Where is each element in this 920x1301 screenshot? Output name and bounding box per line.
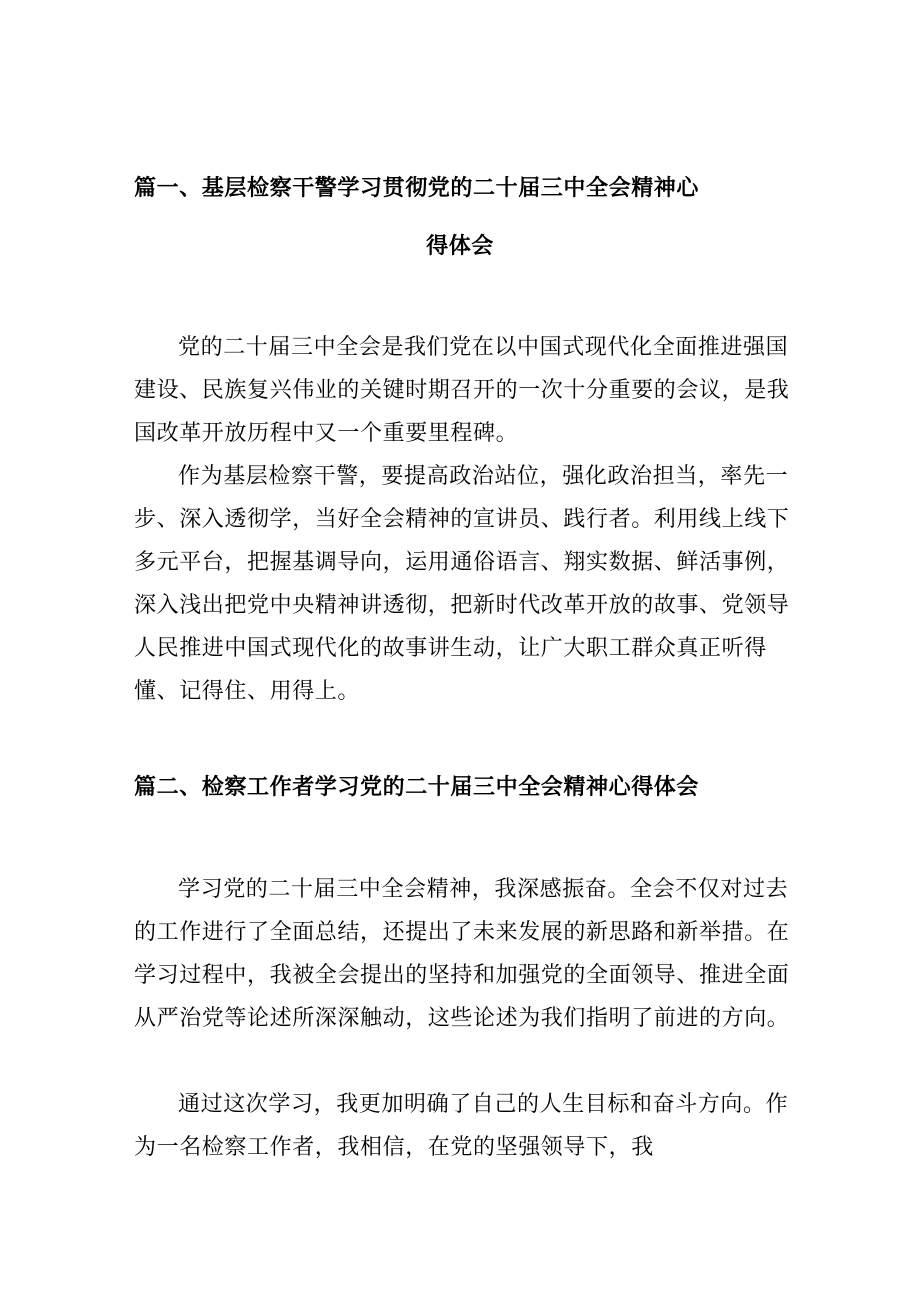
article2-paragraph-1: 学习党的二十届三中全会精神，我深感振奋。全会不仅对过去的工作进行了全面总结，还提出了未来发展的新思路和新举措。在学习过程中，我被全会提出的坚持和加强党的全面领导、推进全面从严治党等论述所深深触动，这些论述为我们指明了前进的方向。 [134, 877, 790, 1031]
article2-title: 篇二、检察工作者学习党的二十届三中全会精神心得体会 [134, 775, 700, 800]
article1-paragraph-1: 党的二十届三中全会是我们党在以中国式现代化全面推进强国建设、民族复兴伟业的关键时期召开的一次十分重要的会议，是我国改革开放历程中又一个重要里程碑。 [134, 335, 790, 446]
article1-paragraph-2: 作为基层检察干警，要提高政治站位，强化政治担当，率先一步、深入透彻学，当好全会精神的宣讲员、践行者。利用线上线下多元平台，把握基调导向，运用通俗语言、翔实数据、鲜活事例，深入浅出把党中央精神讲透彻，把新时代改革开放的故事、党领导人民推进中国式现代化的故事讲生动，让广大职工群众真正听得懂、记得住、用得上。 [134, 464, 790, 704]
article2-paragraph-2: 通过这次学习，我更加明确了自己的人生目标和奋斗方向。作为一名检察工作者，我相信，在党的坚强领导下，我 [134, 1092, 789, 1160]
article1-title-line1: 篇一、基层检察干警学习贯彻党的二十届三中全会精神心 [134, 176, 700, 201]
article1-title-line2: 得体会 [426, 234, 494, 259]
